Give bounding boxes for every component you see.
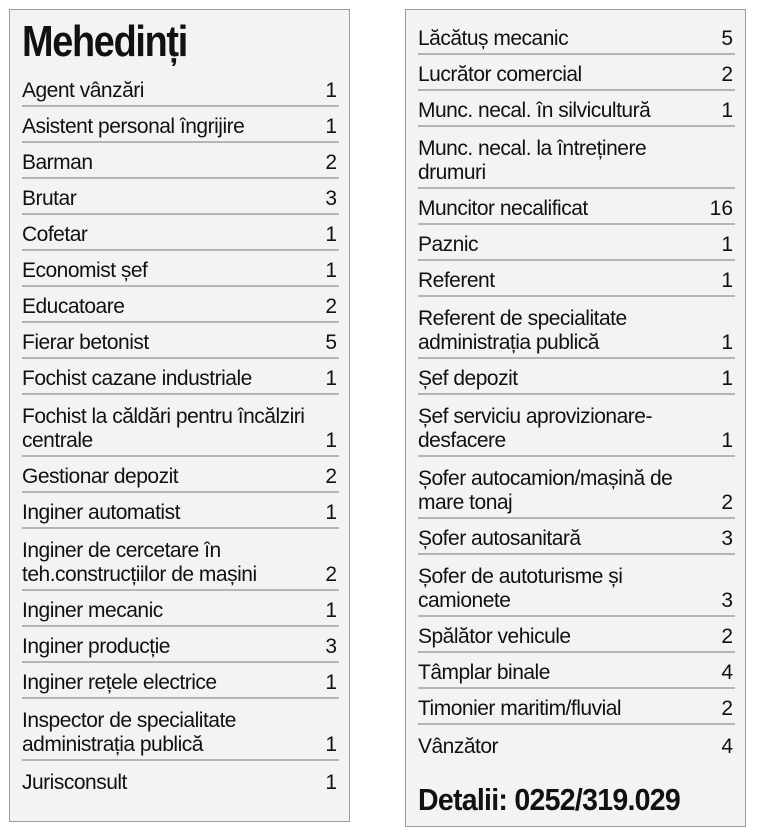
vacancy-count: 1 <box>325 771 337 794</box>
job-row <box>22 215 339 251</box>
job-title: Inspector de specialitate administrația publică <box>22 709 236 756</box>
vacancy-count: 1 <box>721 429 733 452</box>
job-title: Fierar betonist <box>22 331 149 354</box>
job-row <box>418 725 735 761</box>
job-row <box>418 91 735 127</box>
vacancy-count: 1 <box>325 671 337 694</box>
job-title: Fochist la căldări pentru încălziri centrale <box>22 405 305 452</box>
vacancy-count: 1 <box>325 599 337 622</box>
job-row <box>22 359 339 395</box>
job-title: Inginer rețele electrice <box>22 671 217 694</box>
job-title: Șef serviciu aprovizionare-desfacere <box>418 405 652 452</box>
job-row <box>22 251 339 287</box>
job-row <box>418 127 735 189</box>
job-title: Brutar <box>22 187 77 210</box>
job-title: Economist șef <box>22 259 148 282</box>
job-title: Timonier maritim/fluvial <box>418 697 622 720</box>
job-row <box>418 19 735 55</box>
job-row <box>22 627 339 663</box>
vacancy-count: 1 <box>721 367 733 390</box>
vacancy-count: 1 <box>325 223 337 246</box>
job-row <box>418 261 735 297</box>
job-row <box>418 189 735 225</box>
job-row <box>22 287 339 323</box>
job-title: Fochist cazane industriale <box>22 367 252 390</box>
job-row <box>418 689 735 725</box>
job-row <box>22 591 339 627</box>
vacancy-count: 2 <box>721 63 733 86</box>
job-title: Lăcătuș mecanic <box>418 27 569 50</box>
job-title: Munc. necal. la întreținere drumuri <box>418 137 647 184</box>
right-column-panel <box>405 9 746 827</box>
job-row <box>22 143 339 179</box>
job-title: Referent de specialitate administrația publică <box>418 307 627 354</box>
vacancy-count: 5 <box>721 27 733 50</box>
job-row <box>22 663 339 699</box>
vacancy-count: 16 <box>709 197 733 220</box>
job-title: Lucrător comercial <box>418 63 582 86</box>
job-row <box>418 617 735 653</box>
job-row <box>22 179 339 215</box>
job-row <box>22 395 339 457</box>
job-row <box>418 653 735 689</box>
job-title: Educatoare <box>22 295 125 318</box>
job-row <box>418 457 735 519</box>
vacancy-count: 1 <box>325 79 337 102</box>
vacancy-count: 4 <box>721 735 733 758</box>
vacancy-count: 3 <box>325 187 337 210</box>
job-title: Tâmplar binale <box>418 661 550 684</box>
vacancy-count: 2 <box>721 491 733 514</box>
job-title: Inginer producție <box>22 635 170 658</box>
job-title: Șofer autosanitară <box>418 527 581 550</box>
vacancy-count: 1 <box>721 99 733 122</box>
vacancy-count: 1 <box>325 501 337 524</box>
job-title: Șofer autocamion/mașină de mare tonaj <box>418 467 673 514</box>
job-row <box>418 297 735 359</box>
job-row <box>22 529 339 591</box>
job-row <box>418 225 735 261</box>
job-title: Jurisconsult <box>22 771 127 794</box>
vacancy-count: 2 <box>325 563 337 586</box>
job-row <box>418 359 735 395</box>
job-title: Barman <box>22 151 93 174</box>
job-title: Șef depozit <box>418 367 518 390</box>
job-title: Asistent personal îngrijire <box>22 115 245 138</box>
right-job-list <box>418 19 735 761</box>
job-row <box>22 107 339 143</box>
left-job-list <box>22 71 339 797</box>
vacancy-count: 1 <box>325 733 337 756</box>
contact-details: Detalii: 0252/319.029 <box>418 782 681 817</box>
job-title: Muncitor necalificat <box>418 197 588 220</box>
vacancy-count: 1 <box>721 331 733 354</box>
job-title: Munc. necal. în silvicultură <box>418 99 651 122</box>
vacancy-count: 1 <box>721 233 733 256</box>
job-row <box>22 71 339 107</box>
job-row <box>418 519 735 555</box>
vacancy-count: 4 <box>721 661 733 684</box>
job-title: Agent vânzări <box>22 79 144 102</box>
job-row <box>418 55 735 91</box>
job-title: Referent <box>418 269 495 292</box>
job-row <box>418 555 735 617</box>
vacancy-count: 2 <box>721 625 733 648</box>
county-title: Mehedinți <box>22 17 187 66</box>
job-row <box>22 493 339 529</box>
job-title: Spălător vehicule <box>418 625 571 648</box>
job-title: Paznic <box>418 233 479 256</box>
job-title: Inginer de cercetare în teh.construcțiilor de mașini <box>22 539 257 586</box>
vacancy-count: 2 <box>325 295 337 318</box>
job-title: Gestionar depozit <box>22 465 179 488</box>
job-title: Vânzător <box>418 735 499 758</box>
vacancy-count: 2 <box>325 465 337 488</box>
job-row <box>22 761 339 797</box>
vacancy-count: 1 <box>325 429 337 452</box>
job-title: Cofetar <box>22 223 88 246</box>
job-title: Inginer automatist <box>22 501 180 524</box>
vacancy-count: 1 <box>325 115 337 138</box>
vacancy-count: 2 <box>721 697 733 720</box>
job-row <box>22 699 339 761</box>
vacancy-count: 3 <box>325 635 337 658</box>
vacancy-count: 1 <box>325 259 337 282</box>
job-row <box>22 323 339 359</box>
vacancy-count: 5 <box>325 331 337 354</box>
vacancy-count: 3 <box>721 527 733 550</box>
vacancy-count: 2 <box>325 151 337 174</box>
vacancy-count: 1 <box>721 269 733 292</box>
job-row <box>22 457 339 493</box>
job-title: Șofer de autoturisme și camionete <box>418 565 623 612</box>
vacancy-count: 3 <box>721 589 733 612</box>
job-row <box>418 395 735 457</box>
job-title: Inginer mecanic <box>22 599 163 622</box>
vacancy-count: 1 <box>325 367 337 390</box>
left-column-panel <box>9 9 350 822</box>
